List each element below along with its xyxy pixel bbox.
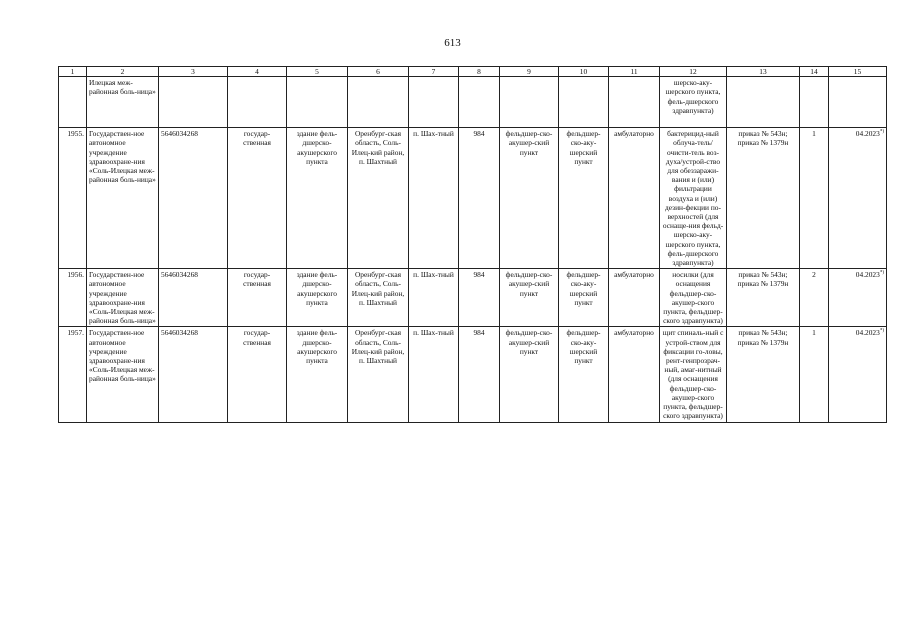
cell-facility-type: фельдшер-ско-акушер-ский пункт [500,327,559,422]
cell-facility-type: фельдшер-ско-акушер-ский пункт [500,269,559,327]
cell-empty [459,77,500,128]
cell-population: 984 [459,269,500,327]
column-number-header [59,67,887,77]
cell-num [59,77,87,128]
cell-inn: 5646034268 [159,128,228,269]
col-header: 14 [800,67,829,77]
cell-order: приказ № 543н; приказ № 1379н [727,327,800,422]
cell-care-type: амбулаторно [609,128,660,269]
cell-org: Государствен-ное автономное учреждение здравоохране-ния «Соль-Илецкая меж-районная боль-ница» [87,327,159,422]
col-header: 10 [559,67,609,77]
cell-empty [559,77,609,128]
cell-ownership: государ-ственная [228,327,287,422]
cell-inn: 5646034268 [159,269,228,327]
cell-empty [287,77,348,128]
cell-care-type: амбулаторно [609,269,660,327]
cell-qty: 1 [800,128,829,269]
cell-num: 1956. [59,269,87,327]
cell-org: Государствен-ное автономное учреждение здравоохране-ния «Соль-Илецкая меж-районная боль-ница» [87,269,159,327]
col-header: 13 [727,67,800,77]
cell-empty [228,77,287,128]
cell-empty [727,77,800,128]
cell-date [829,269,887,327]
cell-address: Оренбург-ская область, Соль-Илец-кий район, п. Шахтный [348,327,409,422]
col-header: 1 [59,67,87,77]
cell-population: 984 [459,128,500,269]
cell-empty [800,77,829,128]
col-header: 11 [609,67,660,77]
cell-org: Илецкая меж-районная боль-ница» [87,77,159,128]
cell-settlement: п. Шах-тный [409,128,459,269]
cell-empty [829,77,887,128]
cell-date [829,327,887,422]
col-header: 9 [500,67,559,77]
col-header: 8 [459,67,500,77]
cell-unit: фельдшер-ско-аку-шерский пункт [559,269,609,327]
cell-equipment: шерско-аку-шерского пункта, фель-дшерского здравпункта) [660,77,727,128]
col-header: 15 [829,67,887,77]
cell-order: приказ № 543н; приказ № 1379н [727,269,800,327]
col-header: 12 [660,67,727,77]
col-header: 4 [228,67,287,77]
page-number: 613 [444,37,461,49]
cell-empty [348,77,409,128]
equipment-registry-table [58,66,887,423]
cell-num: 1955. [59,128,87,269]
cell-settlement: п. Шах-тный [409,327,459,422]
date-footnote-mark: *) [879,129,884,135]
cell-empty [500,77,559,128]
cell-ownership: государ-ственная [228,269,287,327]
col-header: 6 [348,67,409,77]
cell-inn: 5646034268 [159,327,228,422]
cell-num: 1957. [59,327,87,422]
cell-building: здание фель-дшерско-акушерского пункта [287,128,348,269]
table-row [59,128,887,269]
date-text: 04.2023 [855,129,880,139]
cell-empty [409,77,459,128]
table-row [59,327,887,422]
date-text: 04.2023 [855,328,880,338]
cell-settlement: п. Шах-тный [409,269,459,327]
cell-unit: фельдшер-ско-аку-шерский пункт [559,128,609,269]
cell-facility-type: фельдшер-ско-акушер-ский пункт [500,128,559,269]
cell-equipment: бактерицид-ный облуча-тель/очисти-тель воз-духа/устрой-ство для обеззаражи-вания и (или) фильтрации воздуха и (или) дезин-фекции по-верхностей (для оснаще-ния фельд-шерско-аку-шерского пункта, фель-дшерского здравпункта) [660,128,727,269]
date-footnote-mark: *) [879,329,884,334]
cell-date [829,128,887,269]
cell-unit: фельдшер-ско-аку-шерский пункт [559,327,609,422]
cell-empty [159,77,228,128]
col-header: 5 [287,67,348,77]
col-header: 7 [409,67,459,77]
col-header: 3 [159,67,228,77]
cell-empty [609,77,660,128]
cell-qty: 2 [800,269,829,327]
cell-population: 984 [459,327,500,422]
cell-org: Государствен-ное автономное учреждение здравоохране-ния «Соль-Илецкая меж-районная боль-ница» [87,128,159,269]
cell-order: приказ № 543н; приказ № 1379н [727,128,800,269]
cell-address: Оренбург-ская область, Соль-Илец-кий район, п. Шахтный [348,128,409,269]
cell-equipment: носилки (для оснащения фельдшер-ско-акушер-ского пункта, фельдшер-ского здравпункта) [660,269,727,327]
date-text: 04.2023 [855,270,880,280]
cell-building: здание фель-дшерско-акушерского пункта [287,327,348,422]
table-row [59,269,887,327]
cell-care-type: амбулаторно [609,327,660,422]
cell-ownership: государ-ственная [228,128,287,269]
continuation-row [59,77,887,128]
cell-qty: 1 [800,327,829,422]
cell-address: Оренбург-ская область, Соль-Илец-кий район, п. Шахтный [348,269,409,327]
cell-building: здание фель-дшерско-акушерского пункта [287,269,348,327]
cell-equipment: щит спиналь-ный с устрой-ством для фиксации го-ловы, рент-генпрозрач-ный, амаг-нитный (для оснащения фельдшер-ско-акушер-ского пункта, фельдшер-ского здравпункта) [660,327,727,422]
col-header: 2 [87,67,159,77]
date-footnote-mark: *) [879,270,884,276]
